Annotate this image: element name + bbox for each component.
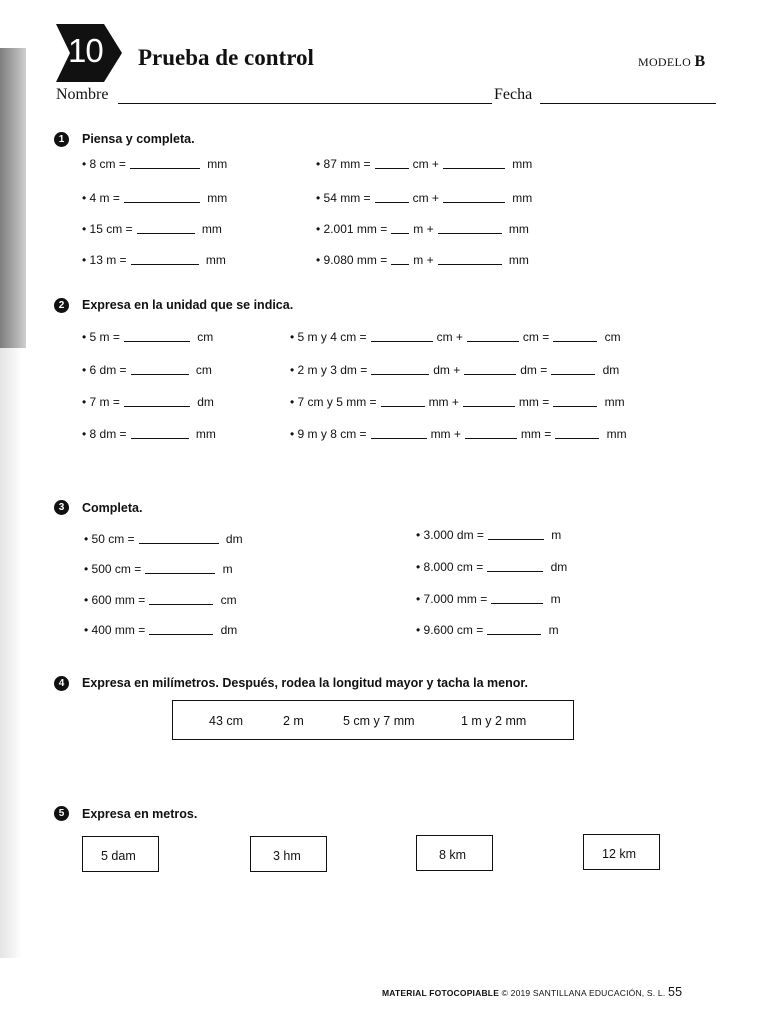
exercise-item: • 5 m y 4 cm = cm + cm = cm — [290, 330, 621, 344]
model-letter: B — [694, 53, 706, 70]
answer-blank[interactable] — [391, 253, 409, 265]
measure-label: 12 km — [602, 847, 637, 861]
section-number: 3 — [54, 500, 69, 515]
answer-blank[interactable] — [375, 157, 409, 169]
exercise-item: • 3.000 dm = m — [416, 528, 562, 542]
answer-blank[interactable] — [488, 528, 544, 540]
page-title: Prueba de control — [138, 45, 314, 70]
exercise-item: • 9 m y 8 cm = mm + mm = mm — [290, 427, 627, 441]
answer-blank[interactable] — [381, 395, 425, 407]
exercise-item: • 50 cm = dm — [84, 532, 243, 546]
length-option[interactable]: 2 m — [283, 714, 304, 728]
measure-label: 8 km — [439, 848, 467, 862]
answer-blank[interactable] — [553, 395, 597, 407]
copyright-text: © 2019 SANTILLANA EDUCACIÓN, S. L. — [501, 988, 666, 998]
exercise-item: • 54 mm = cm + mm — [316, 191, 533, 205]
section-number: 1 — [54, 132, 69, 147]
exercise-item: • 13 m = mm — [82, 253, 226, 267]
page-footer — [382, 986, 682, 999]
answer-blank[interactable] — [371, 427, 427, 439]
answer-blank[interactable] — [464, 363, 516, 375]
answer-blank[interactable] — [551, 363, 595, 375]
answer-blank[interactable] — [124, 191, 200, 203]
exercise-item: • 8 cm = mm — [82, 157, 228, 171]
model-label: MODELO B — [638, 53, 706, 70]
answer-blank[interactable] — [555, 427, 599, 439]
answer-blank[interactable] — [149, 623, 213, 635]
section-title: Expresa en milímetros. Después, rodea la longitud mayor y tacha la menor. — [82, 676, 528, 690]
exercise-item: • 5 m = cm — [82, 330, 214, 344]
answer-blank[interactable] — [149, 593, 213, 605]
exercise-item: • 7.000 mm = m — [416, 592, 561, 606]
answer-blank[interactable] — [145, 562, 215, 574]
exercise-item: • 87 mm = cm + mm — [316, 157, 533, 171]
measure-label: 5 dam — [101, 849, 136, 863]
exercise-item: • 9.600 cm = m — [416, 623, 559, 637]
answer-blank[interactable] — [391, 222, 409, 234]
section-title: Completa. — [82, 501, 143, 515]
exercise-item: • 7 m = dm — [82, 395, 214, 409]
answer-blank[interactable] — [130, 157, 200, 169]
length-option[interactable]: 43 cm — [209, 714, 244, 728]
exercise-item: • 8.000 cm = dm — [416, 560, 568, 574]
answer-blank[interactable] — [371, 330, 433, 342]
section-title: Piensa y completa. — [82, 132, 195, 146]
answer-blank[interactable] — [137, 222, 195, 234]
length-option[interactable]: 5 cm y 7 mm — [343, 714, 415, 728]
measure-box — [82, 836, 159, 872]
answer-blank[interactable] — [371, 363, 429, 375]
section-title: Expresa en metros. — [82, 807, 198, 821]
exercise-item: • 8 dm = mm — [82, 427, 216, 441]
page-edge-shadow — [0, 348, 22, 958]
page-number: 55 — [667, 985, 683, 999]
exercise-item: • 2 m y 3 dm = dm + dm = dm — [290, 363, 620, 377]
section-number: 4 — [54, 676, 69, 691]
measure-box — [250, 836, 327, 872]
exercise-item: • 600 mm = cm — [84, 593, 237, 607]
exercise-item: • 2.001 mm = m + mm — [316, 222, 529, 236]
answer-blank[interactable] — [491, 592, 543, 604]
name-field[interactable] — [118, 86, 492, 104]
answer-blank[interactable] — [467, 330, 519, 342]
measure-box — [416, 835, 493, 871]
answer-blank[interactable] — [124, 395, 190, 407]
section-title: Expresa en la unidad que se indica. — [82, 298, 294, 312]
lengths-box — [172, 700, 574, 740]
answer-blank[interactable] — [553, 330, 597, 342]
answer-blank[interactable] — [438, 222, 502, 234]
answer-blank[interactable] — [438, 253, 502, 265]
answer-blank[interactable] — [131, 427, 189, 439]
section-number: 5 — [54, 806, 69, 821]
name-date-row — [56, 86, 716, 108]
answer-blank[interactable] — [487, 560, 543, 572]
unit-number: 10 — [68, 32, 103, 69]
length-option[interactable]: 1 m y 2 mm — [461, 714, 527, 728]
answer-blank[interactable] — [443, 157, 505, 169]
answer-blank[interactable] — [131, 253, 199, 265]
section-number: 2 — [54, 298, 69, 313]
answer-blank[interactable] — [465, 427, 517, 439]
exercise-item: • 400 mm = dm — [84, 623, 238, 637]
date-field[interactable] — [540, 86, 716, 104]
exercise-item: • 9.080 mm = m + mm — [316, 253, 529, 267]
measure-label: 3 hm — [273, 849, 301, 863]
answer-blank[interactable] — [375, 191, 409, 203]
name-label: Nombre — [56, 86, 109, 103]
exercise-item: • 7 cm y 5 mm = mm + mm = mm — [290, 395, 625, 409]
exercise-item: • 4 m = mm — [82, 191, 228, 205]
measure-box — [583, 834, 660, 870]
page-edge-tab — [0, 48, 26, 348]
exercise-item: • 15 cm = mm — [82, 222, 222, 236]
answer-blank[interactable] — [463, 395, 515, 407]
photocopy-label: MATERIAL FOTOCOPIABLE — [382, 988, 500, 998]
answer-blank[interactable] — [131, 363, 189, 375]
answer-blank[interactable] — [124, 330, 190, 342]
exercise-item: • 6 dm = cm — [82, 363, 212, 377]
answer-blank[interactable] — [443, 191, 505, 203]
answer-blank[interactable] — [487, 623, 541, 635]
answer-blank[interactable] — [139, 532, 219, 544]
date-label: Fecha — [494, 86, 533, 103]
exercise-item: • 500 cm = m — [84, 562, 233, 576]
